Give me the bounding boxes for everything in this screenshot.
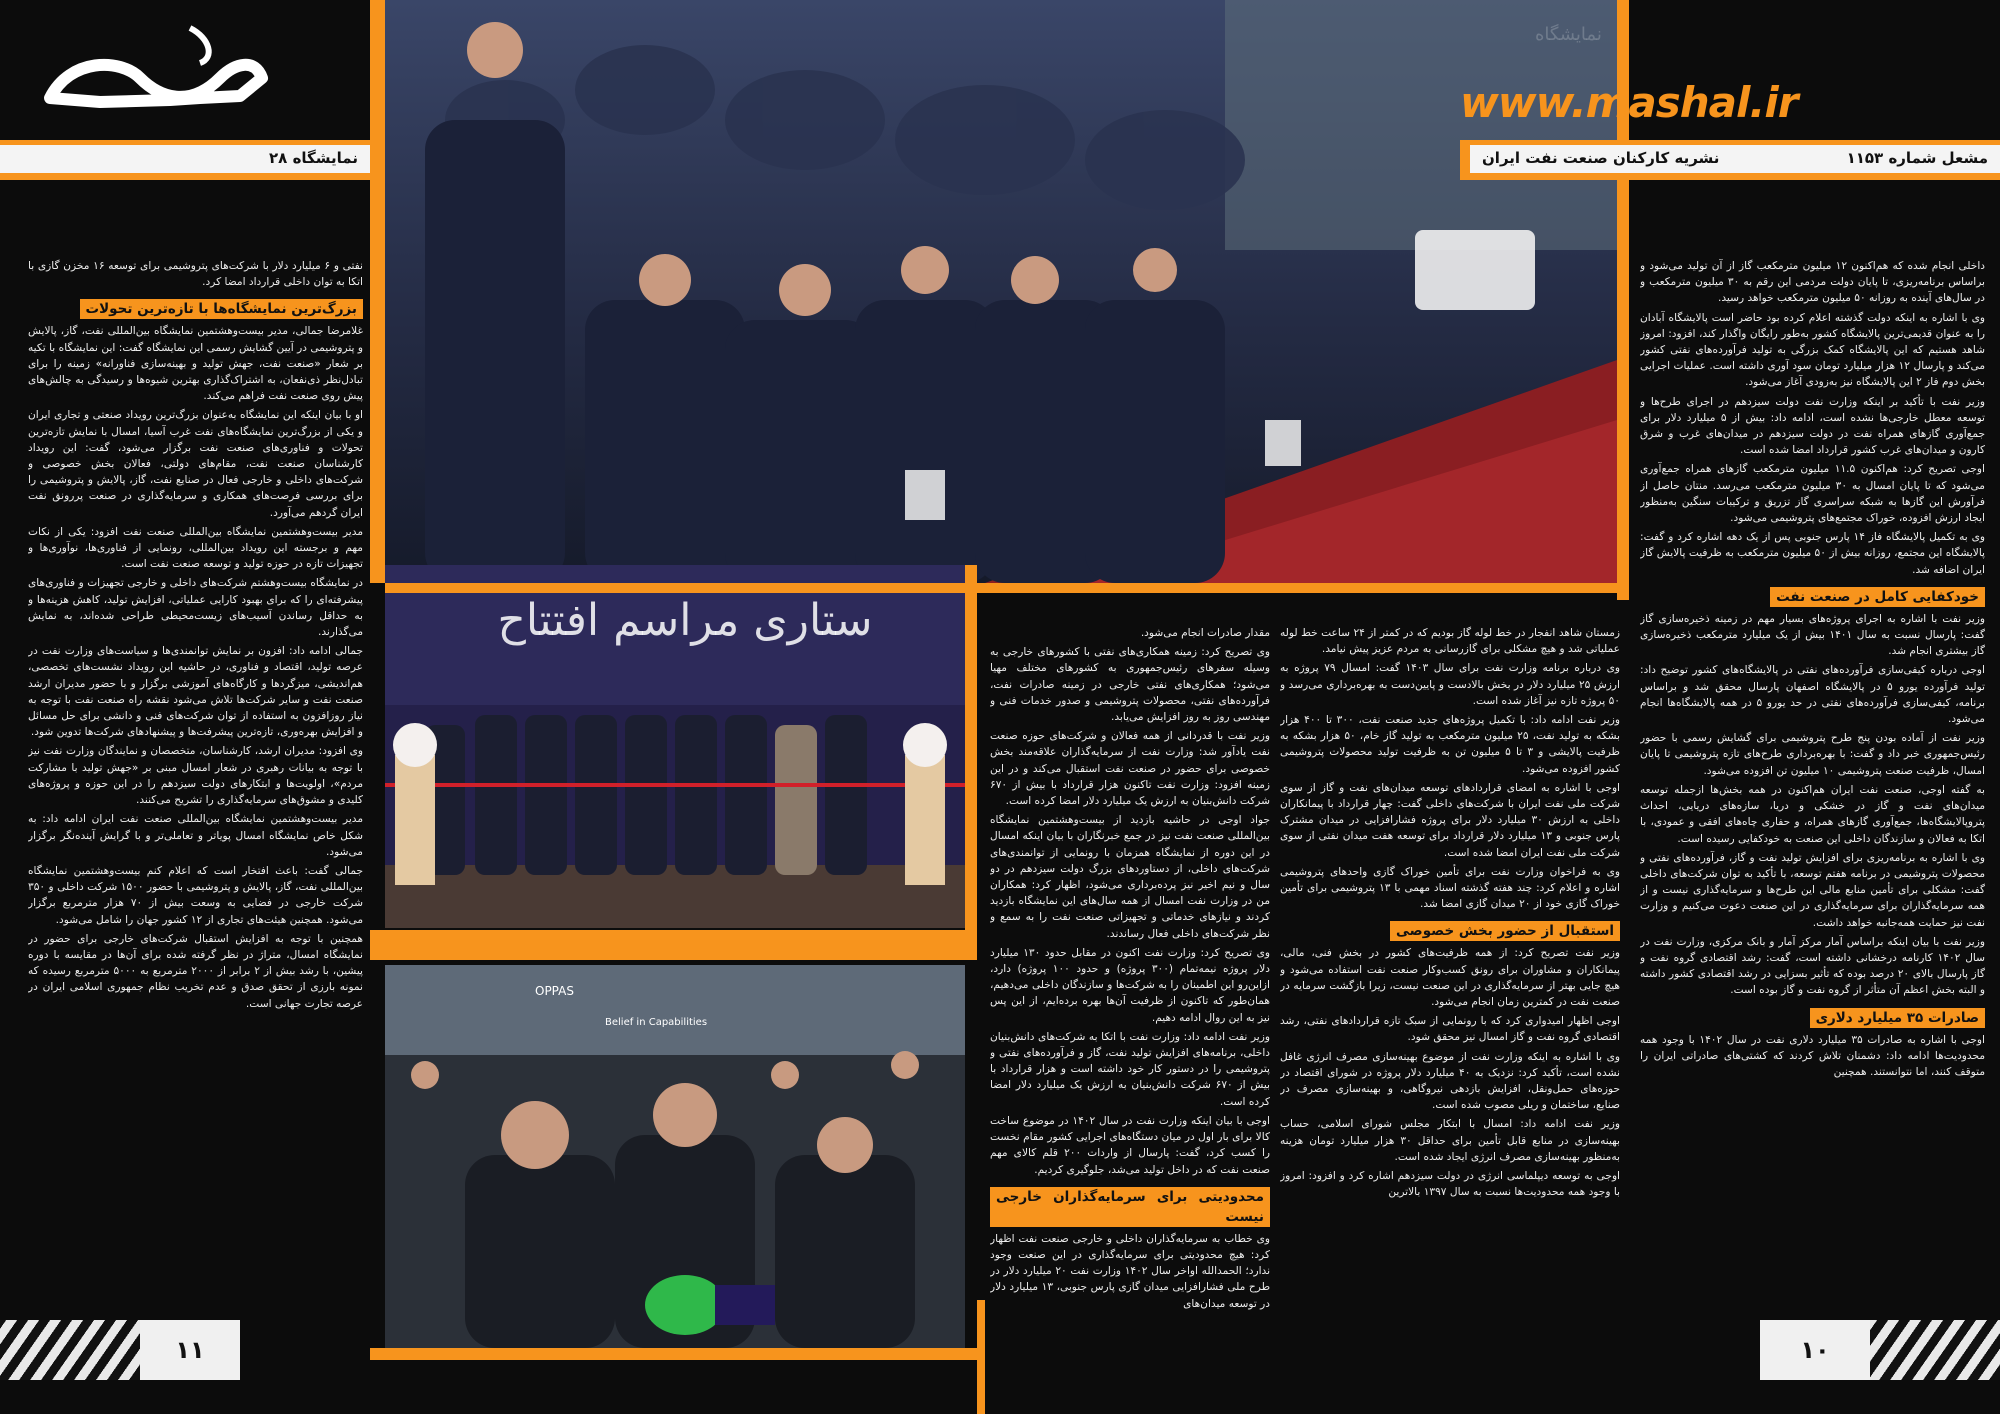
photo-ribbon-cutting	[385, 565, 965, 928]
body-paragraph: او با بیان اینکه این نمایشگاه به‌عنوان بزرگ‌ترین رویداد صنعتی و تجاری ایران و یکی از بزرگ‌ترین نمایشگاه‌های نفت غرب آسیا، امسال با نمایش تازه‌ترین تحولات و فناوری‌های صنعت نفت برگزار می‌شود، گفت: این رویداد کارشناسان صنعت نفت، مقام‌های دولتی، فعالان بخش خصوصی و شرکت‌های داخلی و خارجی فعال در صنایع نفت، گاز، پالایش و پتروشیمی را برای بررسی فرصت‌های همکاری و سرمایه‌گذاری در صنعت پررونق نفت ایران گردهم می‌آورد.	[28, 409, 363, 519]
subheading-wrap	[28, 293, 363, 323]
subheading-wrap	[1640, 581, 1985, 611]
column-center-right	[1280, 625, 1620, 1320]
body-paragraph: غلامرضا جمالی، مدیر بیست‌وهشتمین نمایشگاه بین‌المللی نفت، گاز، پالایش و پتروشیمی در آیین گشایش رسمی این نمایشگاه گفت: این نمایشگاه با تکیه بر شعار «صنعت نفت، جهش تولید و بهینه‌سازی فناورانه» زمینه را برای تبادل‌نظر ذی‌نفعان، به اشتراک‌گذاری بهترین شیوه‌ها و رسیدگی به چالش‌های پیش روی صنعت نفت فراهم می‌کند.	[28, 325, 363, 403]
orange-frame-mid	[965, 565, 977, 955]
body-paragraph: وزیر نفت با قدردانی از همه فعالان و شرکت‌های حوزه صنعت نفت یادآور شد: وزارت نفت از سرمایه‌گذاران علاقه‌مند بخش خصوصی برای حضور در صنعت نفت استقبال می‌کند و در این زمینه افزود: وزارت نفت تاکنون هزار قرارداد با بیش از ۶۷۰ شرکت دانش‌بنیان به ارزش یک میلیارد دلار امضا کرده است.	[990, 730, 1270, 808]
photo-exhibition-crowd	[385, 965, 965, 1348]
body-paragraph: وی با اشاره به اینکه دولت گذشته اعلام کرده بود حاضر است پالایشگاه آبادان را به عنوان قدیمی‌ترین پالایشگاه کشور به‌طور رایگان واگذار کند، افزود: امروز شاهد هستیم که این پالایشگاه کمک بزرگی به تولید فرآورده‌های نفتی کشور می‌کند و پارسال ۱۲ هزار میلیارد تومان سود آوری داشته است. عملیات اجرایی بخش دوم فاز ۲ این پالایشگاه نیز به‌زودی آغاز می‌شود.	[1640, 311, 1985, 389]
body-paragraph: اوجی به توسعه دیپلماسی انرژی در دولت سیزدهم اشاره کرد و افزود: امروز با وجود همه محدودیت‌ها نسبت به سال ۱۳۹۷ بالاترین	[1280, 1170, 1620, 1199]
body-paragraph: جمالی گفت: باعث افتخار است که اعلام کنم بیست‌وهشتمین نمایشگاه بین‌المللی نفت، گاز، پالایش و پتروشیمی با حضور ۱۵۰۰ شرکت داخلی و ۳۵۰ شرکت خارجی در فضایی به وسعت بیش از ۷۰ هزار مترمربع برگزار می‌شود. همچنین هیئت‌های تجاری از ۱۲ کشور جهان را شامل می‌شود.	[28, 864, 363, 926]
booth-sign-2: Belief in Capabilities	[605, 1017, 708, 1028]
body-paragraph: همچنین با توجه به افزایش استقبال شرکت‌های خارجی برای حضور در نمایشگاه امسال، متراژ در نظر گرفته شده برای آن‌ها در مقایسه با دوره پیشین، با رشد بیش از ۲ برابر از ۲۰۰۰ مترمربع به ۵۰۰۰ مترمربع رسیده که نمونه بارزی از تحقق صدق و عدم تخریب نظام جمهوری اسلامی ایران در عرصه تجارت جهانی است.	[28, 932, 363, 1010]
page-number-right	[1760, 1320, 1870, 1380]
orange-frame-top	[370, 0, 385, 583]
body-paragraph: در نمایشگاه بیست‌وهشتم شرکت‌های داخلی و خارجی تجهیزات و فناوری‌های پیشرفته‌ای را که برای بهبود کارایی عملیاتی، افزایش تولید، کاهش هزینه‌ها و به حداقل رساندن آسیب‌های زیست‌محیطی طراحی شده‌اند، به نمایش می‌گذارند.	[28, 577, 363, 639]
body-paragraph: وزیر نفت تصریح کرد: از همه ظرفیت‌های کشور در بخش فنی، مالی، پیمانکاران و مشاوران برای رونق کسب‌وکار صنعت نفت استفاده می‌شود و هیچ جایی بهتر از سرمایه‌گذاری در این صنعت نیست، زیرا بازگشت سرمایه در صنعت نفت در کمترین زمان انجام می‌شود.	[1280, 947, 1620, 1009]
section-subheading: استقبال از حضور بخش خصوصی	[1390, 921, 1620, 941]
photo-officials-seated	[385, 0, 1617, 583]
photo-text-top: نمایشگاه	[1535, 24, 1602, 45]
body-paragraph: اوجی با اشاره به صادرات ۳۵ میلیارد دلاری نفت در سال ۱۴۰۲ با وجود همه محدودیت‌ها ادامه داد: دشمنان تلاش کردند که کشتی‌های صادراتی ایران را متوقف کنند، اما نتوانستند. همچنین	[1640, 1033, 1985, 1078]
body-paragraph: وی افزود: مدیران ارشد، کارشناسان، متخصصان و نمایندگان وزارت نفت نیز با توجه به بیانات رهبری در شعار امسال مبنی بر «جهش تولید با مشارکت مردم»، اولویت‌ها و ابتکارهای دولت سیزدهم را در این حوزه و پروژه‌های کلیدی و مشوق‌های سرمایه‌گذاری را تشریح می‌کنند.	[28, 745, 363, 807]
column-right	[1640, 258, 1985, 1298]
body-paragraph: نفتی و ۶ میلیارد دلار با شرکت‌های پتروشیمی برای توسعه ۱۶ مخزن گازی با اتکا به توان داخلی قرارداد امضا کرد.	[28, 260, 363, 289]
body-paragraph: وزیر نفت ادامه داد: امسال با ابتکار مجلس شورای اسلامی، حساب بهینه‌سازی در منابع قابل تأمین برای حداقل ۳۰ هزار میلیارد تومان هزینه به‌منظور بهینه‌سازی مصرف انرژی ایجاد شده است.	[1280, 1118, 1620, 1163]
publication-title: نشریه کارکنان صنعت نفت ایران	[1482, 149, 1720, 167]
website-url: www.mashal.ir	[1460, 78, 1798, 127]
section-subheading: بزرگ‌ترین نمایشگاه‌ها با تازه‌ترین تحولات	[80, 299, 363, 319]
body-paragraph: اوجی درباره کیفی‌سازی فرآورده‌های نفتی در پالایشگاه‌های کشور توضیح داد: تولید فرآورده یورو ۵ در پالایشگاه اصفهان پارسال محقق شد و براساس برنامه، کیفی‌سازی فرآورده‌های نفتی در حد یورو ۵ در همه پالایشگاه‌ها انجام می‌شود.	[1640, 664, 1985, 726]
subheading-wrap	[990, 1181, 1270, 1231]
section-subheading: صادرات ۳۵ میلیارد دلاری	[1810, 1008, 1985, 1028]
body-paragraph: اوجی با اشاره به امضای قراردادهای توسعه میدان‌های نفت و گاز از سوی شرکت ملی نفت ایران با شرکت‌های داخلی گفت: چهار قرارداد با پیمانکاران داخلی به ارزش ۳۰ میلیارد دلار برای پروژه فشارافزایی در میدان مشترک پارس جنوبی و ۱۳ میلیارد دلار قرارداد برای توسعه هفت میدان نفتی از سوی شرکت ملی نفت ایران امضا شده است.	[1280, 781, 1620, 859]
page-number-left	[140, 1320, 240, 1380]
column-center-left	[990, 625, 1270, 1325]
body-paragraph: به گفته اوجی، صنعت نفت ایران هم‌اکنون در همه بخش‌ها ازجمله توسعه میدان‌های نفت و گاز در خشکی و دریا، سازه‌های دریایی، احداث پتروپالایشگاه‌ها، جمع‌آوری گازهای همراه، و حفاری چاه‌های افقی و عمودی، با اتکا به فعالان و سازندگان داخلی این صنعت به خودکفایی رسیده است.	[1640, 783, 1985, 845]
body-paragraph: جواد اوجی در حاشیه بازدید از بیست‌وهشتمین نمایشگاه بین‌المللی صنعت نفت نیز در جمع خبرنگاران با بیان اینکه امسال در این دوره از نمایشگاه همزمان با رونمایی از توانمندی‌های شرکت‌های داخلی، از دستاوردهای بزرگ دولت سیزدهم در دو سال و نیم اخیر نیز پرده‌برداری می‌شود، اظهار کرد: همکاران من در وزارت نفت امسال از همه سال‌های این نمایشگاه بازدید کردند و نیازهای خدماتی و تجهیزاتی صنعت نفت را به سمع و نظر شرکت‌های داخلی فعال رساندند.	[990, 814, 1270, 940]
subheading-wrap	[1640, 1002, 1985, 1032]
body-paragraph: وی به فراخوان وزارت نفت برای تأمین خوراک گازی واحدهای پتروشیمی اشاره و اعلام کرد: چند هفته گذشته اسناد مهمی با ۱۳ پتروشیمی برای تأمین خوراک گازی خود از ۲۰ میدان گازی امضا شد.	[1280, 865, 1620, 911]
logo-text: مشعل	[141, 105, 169, 116]
body-paragraph: وی تصریح کرد: زمینه همکاری‌های نفتی با کشورهای خارجی به وسیله سفرهای رئیس‌جمهوری به کشورهای مختلف مهیا می‌شود؛ همکاری‌های نفتی خارجی در زمینه صادرات نفت، فرآورده‌های نفتی، محصولات پتروشیمی و صدور خدمات فنی و مهندسی روز به روز افزایش می‌یابد.	[990, 646, 1270, 724]
issue-number: مشعل شماره ۱۱۵۳	[1846, 149, 1988, 167]
logo	[40, 18, 270, 118]
footer-stripes-right	[1870, 1320, 2000, 1380]
body-paragraph: مقدار صادرات انجام می‌شود.	[1140, 627, 1270, 639]
left-header-bar	[0, 145, 370, 173]
footer-stripes-left	[0, 1320, 140, 1380]
body-paragraph: اوجی با بیان اینکه وزارت نفت در سال ۱۴۰۲ در موضوع ساخت کالا برای بار اول در میان دستگاه‌های اجرایی کشور مقام نخست را کسب کرد، گفت: پارسال از واردات ۲۰۰ قلم کالای مهم صنعت نفت که در داخل تولید می‌شد، جلوگیری کردیم.	[990, 1114, 1270, 1176]
orange-frame-bottom-right	[977, 1300, 985, 1414]
right-header-bar	[1470, 145, 2000, 173]
body-paragraph: زمستان شاهد انفجار در خط لوله گاز بودیم که در کمتر از ۲۴ ساعت خط لوله عملیاتی شد و هیچ مشکلی برای گازرسانی به مردم عزیز پیش نیامد.	[1280, 627, 1620, 656]
body-paragraph: وی با اشاره به اینکه وزارت نفت از موضوع بهینه‌سازی مصرف انرژی غافل نشده است، تأکید کرد: نزدیک به ۴۰ میلیارد دلار پروژه در شورای اقتصاد در حوزه‌های حمل‌ونقل، افزایش بازدهی نیروگاهی، و بهینه‌سازی مصرف در صنایع، ساختمان و ریلی مصوب شده است.	[1280, 1050, 1620, 1112]
left-section-title: نمایشگاه ۲۸	[269, 149, 358, 167]
page-number-right-text: ۱۰	[1800, 1336, 1830, 1364]
body-paragraph: وی خطاب به سرمایه‌گذاران داخلی و خارجی صنعت نفت اظهار کرد: هیچ محدودیتی برای سرمایه‌گذاری در این صنعت وجود ندارد؛ الحمدالله اواخر سال ۱۴۰۲ وزارت نفت ۲۰ میلیارد دلار در طرح ملی فشارافزایی میدان گازی پارس جنوبی، ۱۳ میلیارد دلار در توسعه میدان‌های	[990, 1232, 1270, 1310]
body-paragraph: وی درباره برنامه وزارت نفت برای سال ۱۴۰۳ گفت: امسال ۷۹ پروژه به ارزش ۲۵ میلیارد دلار در بخش بالادست و پایین‌دست به بهره‌برداری می‌رسد و ۵۰ پروژه تازه نیز آغاز شده است.	[1280, 662, 1620, 707]
body-paragraph: وزیر نفت با بیان اینکه براساس آمار مرکز آمار و بانک مرکزی، وزارت نفت در سال ۱۴۰۲ کارنامه درخشانی داشته است، گفت: رشد اقتصادی گروه نفت و گاز پارسال بالای ۲۰ درصد بوده که تأثیر بسزایی در رشد اقتصادی کشور داشته و البته بخش اعظم آن متأثر از گروه نفت و گاز بوده است.	[1640, 935, 1985, 997]
orange-frame-bottom-top	[385, 583, 1629, 593]
column-left	[28, 258, 363, 1318]
page-number-left-text: ۱۱	[175, 1336, 205, 1364]
body-paragraph: وزیر نفت با تأکید بر اینکه وزارت نفت دولت سیزدهم در اجرای طرح‌ها و توسعه معطل خارجی‌ها نشده است، ادامه داد: بیش از ۵ میلیارد دلار برای جمع‌آوری گازهای همراه نفت در دولت سیزدهم در میدان‌های غرب و شرق کارون و میدان‌های غرب کشور قرارداد امضا شده است.	[1640, 395, 1985, 457]
body-paragraph: وی به تکمیل پالایشگاه فاز ۱۴ پارس جنوبی پس از یک دهه اشاره کرد و گفت: پالایشگاه این مجتمع، روزانه بیش از ۵۰ میلیون مترمکعب به ظرفیت پالایش گاز ایران اضافه شد.	[1640, 531, 1985, 576]
booth-sign-1: OPPAS	[535, 984, 574, 998]
body-paragraph: وزیر نفت با اشاره به اجرای پروژه‌های بسیار مهم در زمینه ذخیره‌سازی گاز گفت: پارسال نسبت به سال ۱۴۰۱ بیش از یک میلیارد مترمکعب ذخیره‌سازی گاز بیشتری انجام شد.	[1640, 612, 1985, 658]
body-paragraph: جمالی ادامه داد: افزون بر نمایش توانمندی‌ها و سیاست‌های وزارت نفت در عرصه تولید، اقتصاد و فناوری، در حاشیه این رویداد نشست‌های تخصصی، هم‌اندیشی، میزگردها و کارگاه‌های آموزشی برگزار و با حضور مدیران ارشد صنعت نفت و سایر شرکت‌ها تلاش می‌شود نقشه راه صنعت نفت با توجه به نیاز روزافزون به استفاده از توان شرکت‌های فنی و دانشی برای حل مسائل و افزایش بهره‌وری، تازه‌ترین پیشرفت‌ها و پیشنهادهای شرکت‌ها تدوین شود.	[28, 645, 363, 739]
orange-frame-bottom	[370, 1348, 980, 1360]
banner-text: ستاری مراسم افتتاح	[497, 595, 873, 646]
body-paragraph: وزیر نفت ادامه داد: با تکمیل پروژه‌های جدید صنعت نفت، ۳۰۰ تا ۴۰۰ هزار بشکه به تولید نفت، ۲۵ میلیون مترمکعب به تولید گاز خام، ۵۰ هزار بشکه به ظرفیت پالایشی و ۳ تا ۵ میلیون تن به ظرفیت تولید محصولات پتروشیمی کشور افزوده می‌شود.	[1280, 714, 1620, 775]
orange-frame-sep	[370, 930, 977, 960]
body-paragraph: اوجی تصریح کرد: هم‌اکنون ۱۱.۵ میلیون مترمکعب گازهای همراه جمع‌آوری می‌شود که تا پایان امسال به ۳۰ میلیون مترمکعب می‌رسد. منتان حاصل از فرآورش این گازها به شبکه سراسری گاز تزریق و ترکیبات سنگین به‌منظور ایجاد ارزش افزوده، خوراک مجتمع‌های پتروشیمی می‌شود.	[1640, 463, 1985, 525]
body-paragraph: وی تصریح کرد: وزارت نفت اکنون در مقابل حدود ۱۳۰ میلیارد دلار پروژه نیمه‌تمام (۳۰۰ پروژه) و حدود ۱۰۰ پروژه) دارد، ازاین‌رو این اطمینان را به شرکت‌ها و سازندگان داخلی می‌دهیم، همان‌طور که تاکنون از ظرفیت آن‌ها بهره برده‌ایم، از این پس نیز به این روال ادامه دهیم.	[990, 946, 1270, 1024]
body-paragraph: وی با اشاره به برنامه‌ریزی برای افزایش تولید نفت و گاز، فرآورده‌های نفتی و محصولات پتروشیمی در برنامه هفتم توسعه، با تأکید به توان شرکت‌های داخلی گفت: مشکلی برای تأمین منابع مالی این طرح‌ها و سرمایه‌گذاری نیست و از همه سرمایه‌گذاران برای سرمایه‌گذاری در این صنعت دعوت می‌کنیم و وزارت نفت نیز حمایت همه‌جانبه خواهد داشت.	[1640, 851, 1985, 929]
body-paragraph: داخلی انجام شده که هم‌اکنون ۱۲ میلیون مترمکعب گاز از آن تولید می‌شود و براساس برنامه‌ریزی، تا پایان دولت مردمی این رقم به ۳۰ میلیون مترمکعب و در سال‌های آینده به روزانه ۵۰ میلیون مترمکعب خواهد رسید.	[1640, 260, 1985, 305]
body-paragraph: مدیر بیست‌وهشتمین نمایشگاه بین‌المللی صنعت نفت افزود: یکی از نکات مهم و برجسته این رویداد بین‌المللی، رونمایی از فناوری‌ها، نوآوری‌ها و تجهیزات تازه در حوزه تولید و توسعه صنعت نفت است.	[28, 525, 363, 571]
subheading-wrap	[1280, 915, 1620, 945]
body-paragraph: وزیر نفت از آماده بودن پنج طرح پتروشیمی برای گشایش رسمی با حضور رئیس‌جمهوری خبر داد و گفت: با بهره‌برداری طرح‌های تازه پتروشیمی تا پایان امسال، ظرفیت صنعت پتروشیمی ۱۰ میلیون تن افزوده می‌شود.	[1640, 732, 1985, 777]
section-subheading: محدودیتی برای سرمایه‌گذاران خارجی نیست	[990, 1187, 1270, 1227]
body-paragraph: وزیر نفت ادامه داد: وزارت نفت با اتکا به شرکت‌های دانش‌بنیان داخلی، برنامه‌های افزایش تولید نفت، گاز و فرآورده‌های نفتی و پتروشیمی را در دستور کار خود داشته است و هزار قرارداد با بیش از ۶۷۰ شرکت دانش‌بنیان به ارزش یک میلیارد دلار امضا کرده است.	[990, 1030, 1270, 1108]
section-subheading: خودکفایی کامل در صنعت نفت	[1770, 587, 1985, 607]
body-paragraph: اوجی اظهار امیدواری کرد که با رونمایی از سبک تازه قراردادهای نفتی، رشد اقتصادی گروه نفت و گاز امسال نیز محقق شود.	[1280, 1015, 1620, 1044]
body-paragraph: مدیر بیست‌وهشتمین نمایشگاه بین‌المللی صنعت نفت ایران ادامه داد: به شکل خاص نمایشگاه امسال پویاتر و تعاملی‌تر و با گرایش آینده‌نگر برگزار می‌شود.	[28, 813, 363, 858]
